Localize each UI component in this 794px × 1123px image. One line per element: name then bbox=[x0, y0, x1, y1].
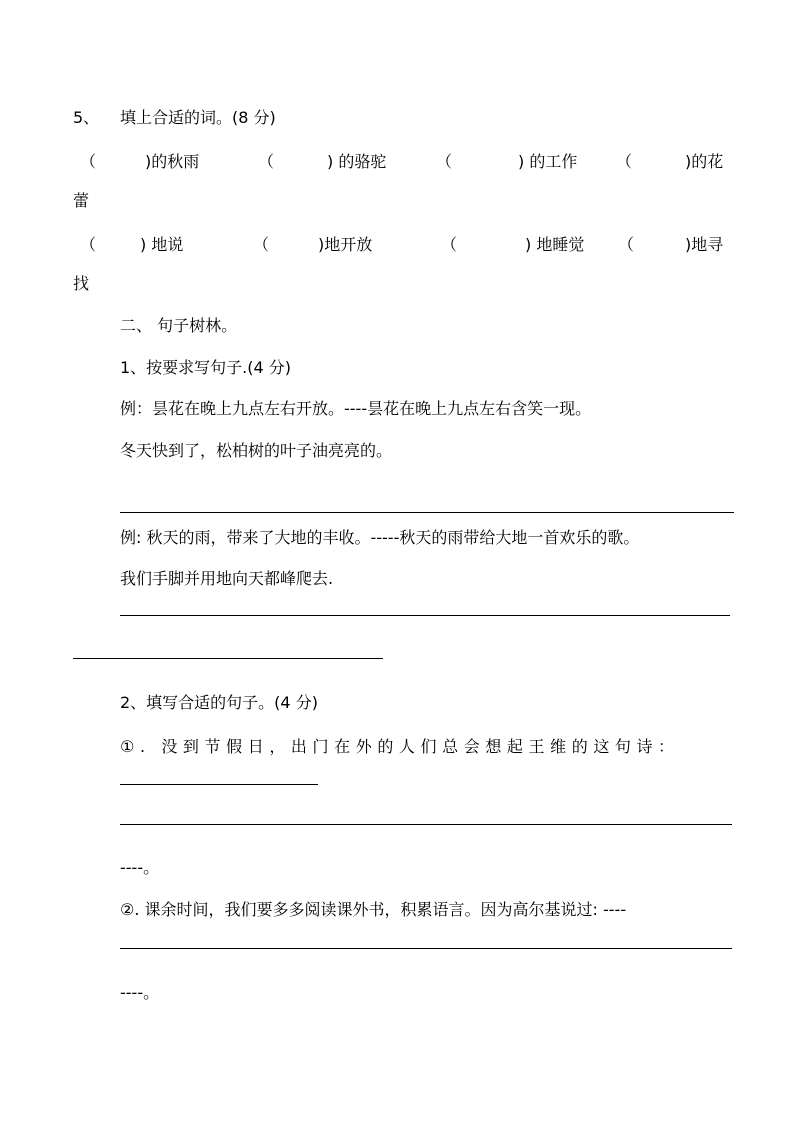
q1-example1: 例：昙花在晚上九点左右开放。----昙花在晚上九点左右含笑一现。 bbox=[120, 399, 592, 418]
q1-example2: 例: 秋天的雨，带来了大地的丰收。-----秋天的雨带给大地一首欢乐的歌。 bbox=[120, 528, 640, 547]
paren-open: （ bbox=[436, 152, 453, 171]
q2-title: 2、填写合适的句子。(4 分) bbox=[120, 693, 318, 712]
word-blank-label: ) 地说 bbox=[140, 235, 184, 254]
answer-line[interactable] bbox=[120, 784, 318, 785]
word-blank-label: ) 地睡觉 bbox=[525, 235, 585, 254]
answer-line[interactable] bbox=[120, 824, 732, 825]
q1-task1: 冬天快到了，松柏树的叶子油亮亮的。 bbox=[120, 441, 393, 460]
word-blank-label: )的秋雨 bbox=[145, 152, 200, 171]
paren-open: （ bbox=[258, 152, 275, 171]
answer-line[interactable] bbox=[120, 948, 732, 949]
row2-wrap: 找 bbox=[73, 274, 90, 293]
word-blank-label: )地开放 bbox=[318, 235, 373, 254]
word-blank-label: ) 的骆驼 bbox=[327, 152, 387, 171]
section2-heading: 二、 句子树林。 bbox=[120, 316, 238, 335]
q1-title: 1、按要求写句子.(4 分) bbox=[120, 358, 292, 377]
q2-item1-end: ----。 bbox=[120, 858, 160, 877]
section5-title: 填上合适的词。(8 分) bbox=[120, 108, 276, 127]
section5-number: 5、 bbox=[73, 108, 100, 127]
paren-open: （ bbox=[253, 235, 270, 254]
paren-open: （ bbox=[80, 235, 97, 254]
paren-open: （ bbox=[616, 152, 633, 171]
answer-line[interactable] bbox=[73, 658, 383, 659]
q2-item2: ②. 课余时间，我们要多多阅读课外书，积累语言。因为高尔基说过: ---- bbox=[120, 900, 627, 919]
answer-line[interactable] bbox=[120, 512, 734, 513]
q2-item2-end: ----。 bbox=[120, 983, 160, 1002]
row1-wrap: 蕾 bbox=[73, 191, 90, 210]
word-blank-label: )的花 bbox=[685, 152, 724, 171]
paren-open: （ bbox=[80, 152, 97, 171]
word-blank-label: ) 的工作 bbox=[518, 152, 578, 171]
paren-open: （ bbox=[441, 235, 458, 254]
q1-task2: 我们手脚并用地向天都峰爬去. bbox=[120, 569, 334, 588]
word-blank-label: )地寻 bbox=[685, 235, 724, 254]
paren-open: （ bbox=[618, 235, 635, 254]
q2-item1: ①. 没到节假日，出门在外的人们总会想起王维的这句诗： bbox=[120, 737, 680, 756]
answer-line[interactable] bbox=[120, 615, 730, 616]
